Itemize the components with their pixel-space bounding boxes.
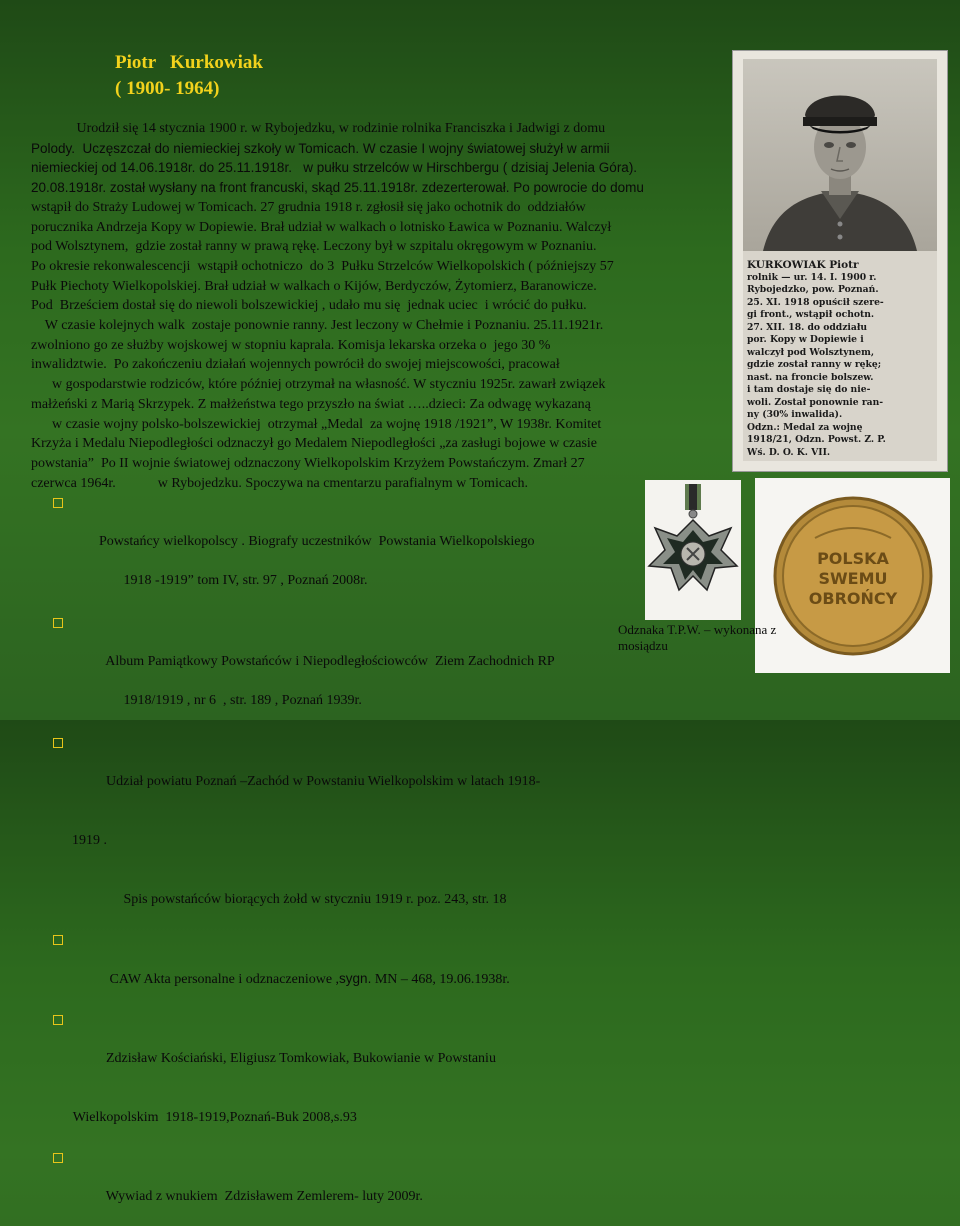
bio-line: Polody. Uczęszczał do niemieckiej szkoły w Tomicach. W czasie I wojny światowej służył w armii: [31, 140, 610, 156]
caption-line: 27. XII. 18. do oddziału: [747, 321, 868, 333]
source-item: [51, 811, 612, 870]
square-bullet-icon: [53, 935, 63, 945]
source-text: Wielkopolskim 1918-1919,Poznań-Buk 2008,s.93: [72, 1109, 357, 1125]
bio-line: Po okresie rekonwalescencji wstąpił ochotniczo do 3 Pułku Strzelców Wielkopolskich ( późniejszy 57: [31, 258, 614, 274]
medal-caption: Odznaka T.P.W. – wykonana z mosiądzu: [618, 622, 777, 653]
bio-line: Krzyża i Medalu Niepodległości odznaczył go Medalem Niepodległości „za zasługi bojowe w czasie: [31, 436, 598, 452]
source-text: MN – 468, 19.06.1938r.: [371, 972, 510, 987]
bio-line: w czasie wojny polsko-bolszewickiej otrzymał „Medal za wojnę 1918 /1921”, W 1938r. Komitet: [31, 416, 602, 432]
medal-text: POLSKA: [817, 549, 889, 568]
caption-line: Rybojedzko, pow. Poznań.: [747, 284, 879, 295]
bio-line: wstąpił do Straży Ludowej w Tomicach. 27 grudnia 1918 r. zgłosił się jako ochotnik do oddziałów: [31, 199, 586, 215]
source-text: Powstańcy wielkopolscy . Biografy uczestników Powstania Wielkopolskiego: [99, 534, 535, 549]
source-text: sygn.: [339, 971, 372, 986]
source-item: [52, 1010, 612, 1088]
source-item: [52, 493, 612, 610]
bio-line: małżeński z Marią Skrzypek. Z małżeństwa tego przyszło na świat …..dzieci: Za odwagę wykazaną: [31, 396, 591, 412]
bio-line: inwalidztwie. Po zakończeniu działań wojennych powrócił do swojej miejscowości, pracował: [31, 357, 560, 373]
source-item: [52, 613, 612, 730]
clipping-paper: [743, 59, 937, 461]
bio-line: Pod Brześciem dostał się do niewoli bolszewickiej , udało mu się jednak uciec i wrócić do pułku.: [31, 298, 587, 314]
source-item: [52, 871, 612, 930]
source-text: CAW Akta personalne i odznaczeniowe ,: [99, 972, 340, 987]
bio-line: w gospodarstwie rodziców, które później otrzymał na własność. W styczniu 1925r. zawarł związek: [31, 377, 606, 393]
caption-line: i tam dostaje się do nie-: [747, 384, 871, 395]
caption-line: KURKOWIAK Piotr: [747, 259, 859, 271]
bio-line: porucznika Andrzeja Kopy w Dopiewie. Brał udział w walkach o lotnisko Ławica w Poznaniu. Walczył: [31, 219, 612, 235]
bio-line: powstania” Po II wojnie światowej odznaczony Wielkopolskim Krzyżem Powstańczym. Zmarł 27: [31, 455, 585, 471]
caption-line: gi front., wstąpił ochotn.: [747, 309, 875, 320]
person-name: Piotr Kurkowiak: [115, 52, 263, 73]
source-text: 1919 .: [72, 832, 107, 848]
caption-line: rolnik — ur. 14. I. 1900 r.: [747, 271, 877, 283]
portrait-photo: [743, 59, 937, 251]
sources-list: [52, 493, 612, 1226]
source-text: 1918/1919 , nr 6 , str. 189 , Poznań 1939r.: [99, 693, 362, 708]
bio-line: pod Wolsztynem, gdzie został ranny w prawą rękę. Leczony był w szpitalu okręgowym w Poznaniu.: [31, 239, 597, 255]
page-title: [115, 50, 263, 102]
biography-text: [31, 119, 699, 493]
caption-line: 1918/21, Odzn. Powst. Z. P.: [747, 434, 886, 445]
medal-text: SWEMU: [818, 569, 888, 588]
bio-line: Urodził się 14 stycznia 1900 r. w Rybojedzku, w rodzinie rolnika Franciszka i Jadwigi z domu: [31, 121, 606, 136]
bio-line: Pułk Piechoty Wielkopolskiej. Brał udział w walkach o Kijów, Berdyczów, Żytomierz, Baranowicze.: [31, 278, 597, 294]
source-text: Album Pamiątkowy Powstańców i Niepodległościowców Ziem Zachodnich RP: [99, 654, 555, 669]
square-bullet-icon: [53, 738, 63, 748]
square-bullet-icon: [53, 618, 63, 628]
bio-line: 20.08.1918r. został wysłany na front francuski, skąd 25.11.1918r. zdezerterował. Po powrocie do domu: [31, 180, 644, 196]
caption-line: Odzn.: Medal za wojnę: [747, 421, 863, 433]
source-text: Udział powiatu Poznań –Zachód w Powstaniu Wielkopolskim w latach 1918-: [99, 774, 541, 789]
caption-line: woli. Został ponownie ran-: [747, 396, 884, 408]
caption-line: ny (30% inwalida).: [747, 409, 843, 420]
source-text: Spis powstańców biorących żołd w styczniu 1919 r. poz. 243, str. 18: [99, 892, 507, 907]
square-bullet-icon: [53, 1153, 63, 1163]
source-text: Wywiad z wnukiem Zdzisławem Zemlerem- luty 2009r.: [99, 1188, 423, 1204]
uprising-cross-icon: [645, 480, 741, 620]
source-item: [52, 1088, 612, 1147]
source-item: [52, 1148, 612, 1226]
clipping-caption: [747, 259, 933, 458]
caption-line: 25. XI. 1918 opuścił szere-: [747, 296, 884, 308]
square-bullet-icon: [53, 1015, 63, 1025]
caption-line: gdzie został ranny w rękę;: [747, 359, 882, 370]
life-years: ( 1900- 1964): [115, 78, 220, 99]
bio-line: W czasie kolejnych walk zostaje ponownie ranny. Jest leczony w Chełmie i Poznaniu. 25.11.1921r.: [31, 318, 604, 334]
source-item: [52, 930, 612, 1009]
source-text: 1918 -1919” tom IV, str. 97 , Poznań 2008r.: [99, 573, 368, 588]
square-bullet-icon: [53, 498, 63, 508]
caption-line: nast. na froncie bolszew.: [747, 371, 874, 383]
source-text: Zdzisław Kościański, Eligiusz Tomkowiak, Bukowianie w Powstaniu: [99, 1051, 496, 1066]
caption-line: por. Kopy w Dopiewie i: [747, 334, 864, 345]
medal-text: OBROŃCY: [808, 589, 898, 608]
bio-line: czerwca 1964r. w Rybojedzku. Spoczywa na cmentarzu parafialnym w Tomicach.: [31, 475, 528, 491]
caption-line: Wś. D. O. K. VII.: [747, 446, 831, 458]
bio-line: niemieckiej od 14.06.1918r. do 25.11.1918r. w pułku strzelców w Hirschbergu ( dzisiaj Jelenia Góra).: [31, 160, 638, 176]
source-item: [52, 733, 612, 811]
caption-line: walczył pod Wolsztynem,: [747, 346, 875, 358]
bio-line: zwolniono go ze służby wojskowej w stopniu kaprala. Komisja lekarska orzeka o jego 30 %: [31, 337, 551, 353]
portrait-clipping: [732, 50, 948, 472]
